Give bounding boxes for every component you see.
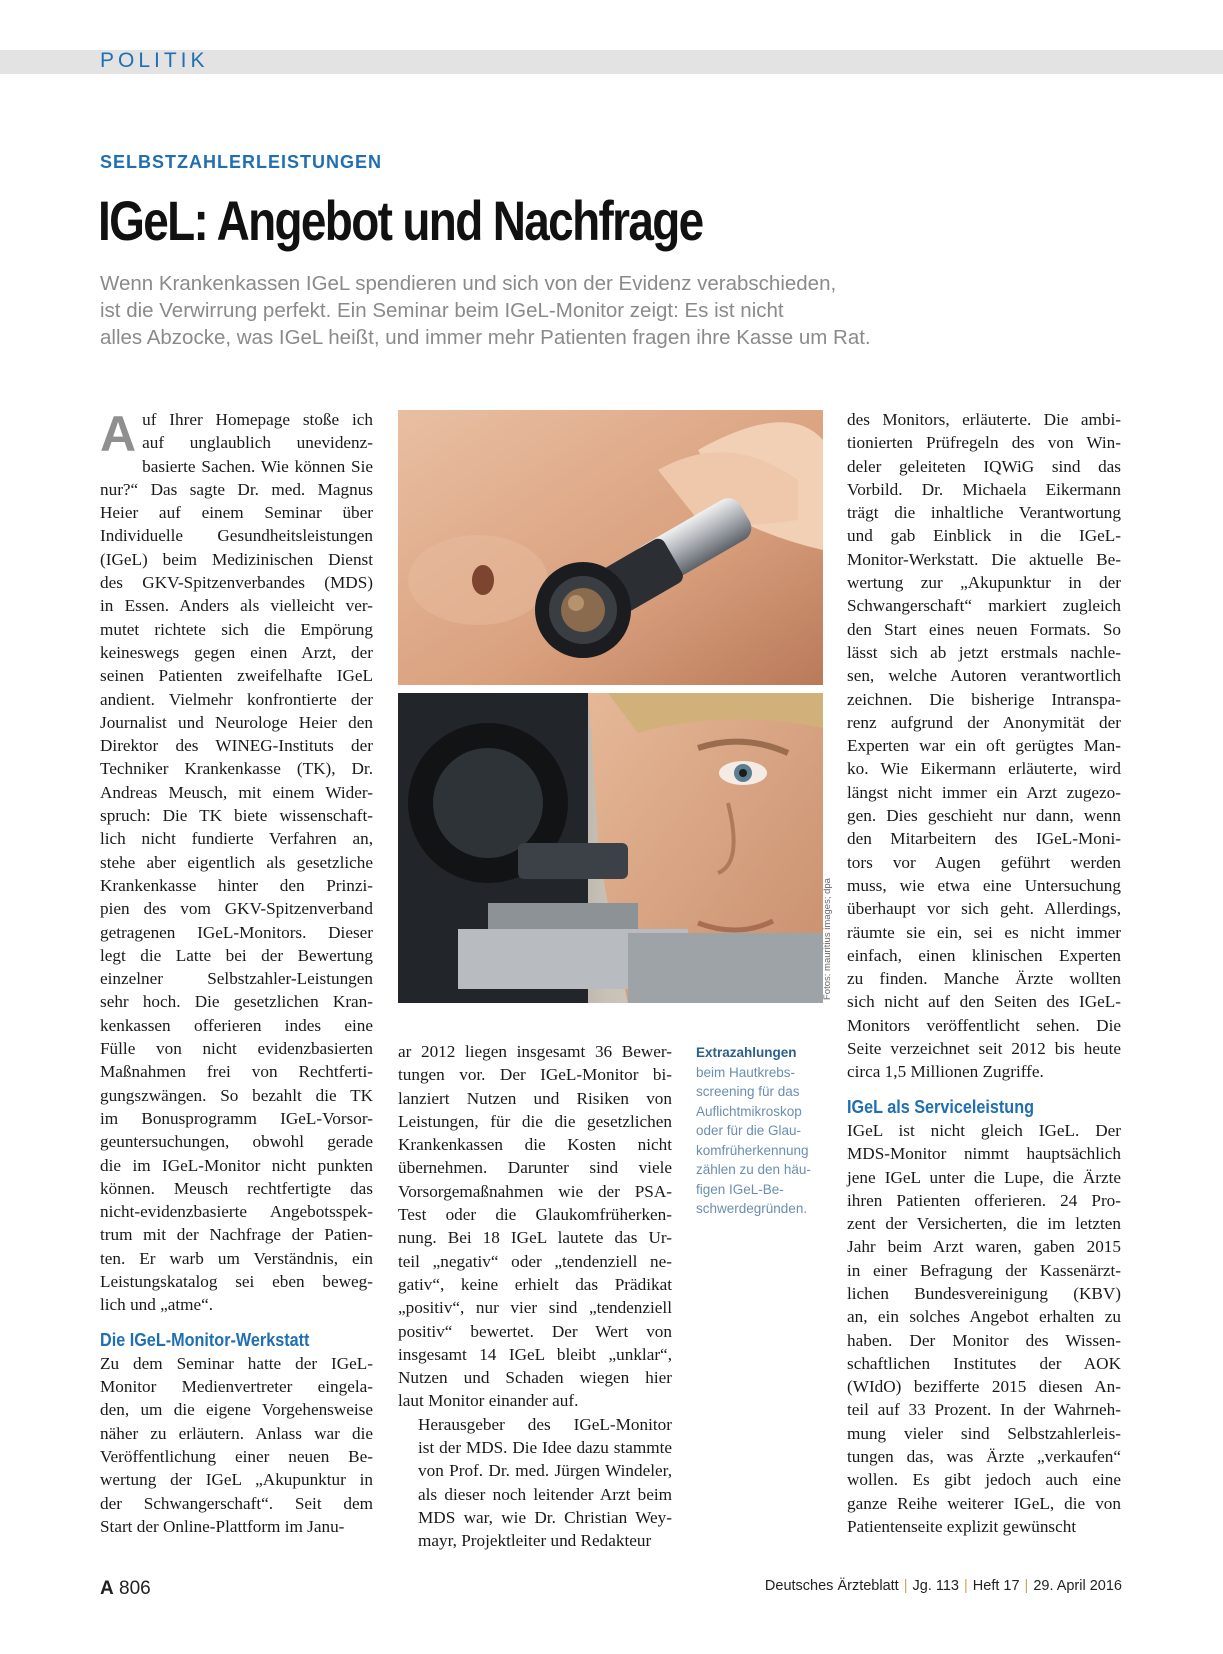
text-line: gativ“, keine erhielt das Prädikat: [398, 1274, 672, 1294]
column-3-body-2: [847, 1119, 1121, 1538]
text-line: muss, wie etwa eine Untersuchung: [847, 875, 1121, 895]
text-line: einzelner Selbstzahler-Leistungen: [100, 969, 373, 989]
text-line: ko. Wie Eikermann erläuterte, wird: [847, 759, 1121, 779]
text-line: MDS-Monitor nimmt hauptsächlich: [847, 1144, 1121, 1164]
caption-line: screening für das: [696, 1084, 800, 1099]
text-line: den Mitarbeitern des IGeL-Moni-: [847, 829, 1121, 849]
caption-line: figen IGeL-Be-: [696, 1181, 784, 1197]
photo-eye-examination: [398, 693, 823, 1003]
text-line: trägt die inhaltliche Verantwortung: [847, 503, 1121, 523]
text-line: Monitors veröffentlicht sehen. Die: [847, 1015, 1121, 1035]
text-line: (IGeL) beim Medizinischen Dienst: [100, 549, 373, 569]
text-line: deler geleiteten IQWiG sind das: [847, 456, 1121, 476]
photo-caption: [696, 1043, 826, 1219]
text-line: „positiv“, nur vier sind „tendenziell: [398, 1298, 672, 1318]
lead-paragraph: [100, 270, 980, 351]
lead-line: alles Abzocke, was IGeL heißt, und immer mehr Patienten fragen ihre Kasse um Rat.: [100, 326, 871, 349]
text-line: der Schwangerschaft“. Seit dem: [100, 1493, 373, 1513]
text-column-2: [398, 1040, 672, 1553]
text-line: ihren Patienten offerieren. 24 Pro-: [847, 1190, 1121, 1210]
text-line: in einer Befragung der Kassenärzt-: [847, 1260, 1121, 1280]
text-line: nung. Bei 18 IGeL lautete das Ur-: [398, 1228, 672, 1248]
text-line: basierte Sachen. Wie können Sie: [142, 456, 373, 476]
text-line: Maßnahmen frei von Rechtferti-: [100, 1062, 373, 1082]
text-line: nur?“ Das sagte Dr. med. Magnus: [100, 479, 373, 499]
text-line: Krankenkassen die Kosten nicht: [398, 1135, 672, 1155]
caption-line: schwerdegründen.: [696, 1201, 808, 1216]
page-number: [100, 1578, 151, 1600]
text-line: Krankenkasse hinter den Prinzi-: [100, 875, 373, 895]
text-line: Direktor des WINEG-Instituts der: [100, 736, 373, 756]
text-line: im Bonusprogramm IGeL-Vorsor-: [100, 1108, 373, 1128]
text-line: in Essen. Anders als vielleicht ver-: [100, 596, 373, 616]
text-line: ist der MDS. Die Idee dazu stammte: [418, 1438, 672, 1458]
text-line: lich nicht fundierte Verfahren an,: [100, 829, 373, 849]
text-line: näher zu erläutern. Anlass war die: [100, 1423, 373, 1443]
column-1-body-2: [100, 1352, 373, 1538]
text-line: wertung der IGeL „Akupunktur in: [100, 1470, 373, 1490]
text-line: gen. Dies geschieht nur dann, wenn: [847, 806, 1121, 826]
issue-date: 29. April 2016: [1033, 1578, 1122, 1594]
text-line: sich nicht auf den Seiten des IGeL-: [847, 992, 1121, 1012]
imprint: Deutsches Ärzteblatt | Jg. 113 | Heft 17 | 29. April 2016: [764, 1578, 1122, 1594]
section-rubric: POLITIK: [100, 49, 209, 72]
text-line: Zu dem Seminar hatte der IGeL-: [100, 1353, 373, 1373]
text-line: zu finden. Manche Ärzte wollten: [847, 969, 1121, 989]
text-line: haben. Der Monitor des Wissen-: [847, 1330, 1121, 1350]
text-line: trum mit der Nachfrage der Patien-: [100, 1225, 373, 1245]
text-column-1: [100, 408, 373, 1538]
text-line: räumte sie ein, sei es nicht immer: [847, 922, 1121, 942]
kicker: SELBSTZAHLERLEISTUNGEN: [100, 152, 383, 172]
text-line: teil auf 33 Prozent. In der Wahrneh-: [847, 1400, 1121, 1420]
lead-line: Wenn Krankenkassen IGeL spendieren und sich von der Evidenz verabschieden,: [100, 272, 837, 295]
text-line: Start der Online-Plattform im Janu-: [100, 1516, 345, 1536]
text-line: Andreas Meusch, mit einem Wider-: [100, 782, 373, 802]
text-line: Seite verzeichnet seit 2012 bis heute: [847, 1039, 1121, 1059]
text-line: Monitor-Werkstatt. Die aktuelle Be-: [847, 549, 1121, 569]
journal-name: Deutsches Ärzteblatt: [764, 1578, 899, 1594]
column-2-body: [398, 1040, 672, 1413]
text-line: Veröffentlichung einer neuen Be-: [100, 1447, 373, 1467]
text-line: lanziert Nutzen und Risiken von: [398, 1088, 672, 1108]
text-line: circa 1,5 Millionen Zugriffe.: [847, 1062, 1044, 1082]
text-line: und gab Einblick in die IGeL-: [847, 526, 1121, 546]
caption-line: oder für die Glau-: [696, 1123, 802, 1138]
text-line: können. Meusch rechtfertigte das: [100, 1178, 373, 1198]
text-line: kenkassen offerieren indes eine: [100, 1015, 373, 1035]
text-line: längst nicht immer ein Arzt zugezo-: [847, 782, 1121, 802]
text-line: mutet richtete sich die Empörung: [100, 619, 373, 639]
text-line: überhaupt vor sich geht. Allerdings,: [847, 899, 1121, 919]
text-line: Monitor Medienvertreter eingela-: [100, 1377, 373, 1397]
text-line: an, ein solches Angebot erhalten zu: [847, 1307, 1121, 1327]
text-line: (WIdO) bezifferte 2015 diesen An-: [847, 1377, 1121, 1397]
text-line: wollen. Es gibt jedoch auch eine: [847, 1470, 1121, 1490]
text-line: pien des vom GKV-Spitzenverband: [100, 899, 373, 919]
text-line: lässt sich ab jetzt erstmals nachle-: [847, 642, 1121, 662]
text-line: getragenen IGeL-Monitors. Dieser: [100, 922, 373, 942]
text-line: geuntersuchungen, obwohl gerade: [100, 1132, 373, 1152]
text-line: des GKV-Spitzenverbandes (MDS): [100, 573, 373, 593]
page-prefix: A: [100, 1578, 114, 1599]
text-line: jene IGeL unter die Lupe, die Ärzte: [847, 1167, 1121, 1187]
caption-line: komfrüherkennung: [696, 1142, 809, 1158]
text-line: sen, welche Autoren verantwortlich: [847, 666, 1121, 686]
text-line: seinen Patienten zweifelhafte IGeL: [100, 666, 373, 686]
caption-line: Auflichtmikroskop: [696, 1103, 802, 1119]
column-2-body-2: [398, 1413, 672, 1553]
text-line: Individuelle Gesundheitsleistungen: [100, 526, 373, 546]
text-line: Leistungskatalog sei eben beweg-: [100, 1271, 373, 1291]
text-line: Leistungen, für die die gesetzlichen: [398, 1111, 672, 1131]
volume: Jg. 113: [912, 1578, 959, 1594]
text-line: zeichnen. Die bisherige Intranspa-: [847, 689, 1121, 709]
text-line: den Start eines neuen Formats. So: [847, 619, 1121, 639]
headline: IGeL: Angebot und Nachfrage: [98, 189, 703, 252]
text-line: von Prof. Dr. med. Jürgen Windeler,: [418, 1461, 672, 1481]
photo-credit: Fotos: mauritius images; dpa: [822, 878, 833, 1000]
text-line: ar 2012 liegen insgesamt 36 Bewer-: [398, 1042, 672, 1061]
text-line: mung vieler sind Selbstzahlerleis-: [847, 1423, 1121, 1443]
text-line: MDS war, wie Dr. Christian Wey-: [418, 1507, 672, 1527]
text-line: teil „negativ“ oder „tendenziell ne-: [398, 1251, 672, 1271]
text-line: Journalist und Neurologe Heier den: [100, 712, 373, 732]
text-line: renz aufgrund der Anonymität der: [847, 712, 1121, 732]
text-line: uf Ihrer Homepage stoße ich: [142, 410, 373, 429]
text-line: Patientenseite explizit gewünscht: [847, 1516, 1077, 1536]
text-column-3: [847, 408, 1121, 1538]
text-line: Experten war ein oft gerügtes Man-: [847, 736, 1121, 756]
text-line: IGeL ist nicht gleich IGeL. Der: [847, 1120, 1121, 1140]
text-line: tungen vor. Der IGeL-Monitor bi-: [398, 1065, 672, 1085]
text-line: Techniker Krankenkasse (TK), Dr.: [100, 759, 373, 779]
issue: Heft 17: [972, 1578, 1020, 1594]
text-line: schaftlichen Institutes der AOK: [847, 1353, 1121, 1373]
text-line: übernehmen. Darunter sind viele: [398, 1158, 672, 1178]
column-3-body: [847, 408, 1121, 1084]
caption-line: zählen zu den häu-: [696, 1162, 811, 1177]
text-line: Fülle von nicht evidenzbasierten: [100, 1039, 373, 1059]
dropcap: A: [100, 406, 137, 462]
text-line: einfach, einen klinischen Experten: [847, 945, 1121, 965]
text-line: Schwangerschaft“ markiert zugleich: [847, 596, 1121, 616]
text-line: keineswegs gegen einen Arzt, der: [100, 642, 373, 662]
text-line: Jahr beim Arzt waren, gaben 2015: [847, 1237, 1121, 1257]
text-line: lich und „atme“.: [100, 1295, 214, 1315]
text-line: des Monitors, erläuterte. Die ambi-: [847, 410, 1121, 429]
text-line: den, um die eigene Vorgehensweise: [100, 1400, 373, 1420]
text-line: die im IGeL-Monitor nicht punkten: [100, 1155, 373, 1175]
text-line: als dieser noch leitender Arzt beim: [418, 1484, 672, 1504]
text-line: nicht-evidenzbasierte Angebotsspek-: [100, 1202, 373, 1222]
lead-line: ist die Verwirrung perfekt. Ein Seminar beim IGeL-Monitor zeigt: Es ist nicht: [100, 299, 784, 322]
caption-title: Extrazahlungen: [696, 1045, 797, 1060]
subhead-werkstatt: Die IGeL-Monitor-Werkstatt: [100, 1329, 310, 1350]
text-line: ganze Reihe weiterer IGeL, die von: [847, 1493, 1121, 1513]
text-line: sehr hoch. Die gesetzlichen Kran-: [100, 992, 373, 1012]
subhead-serviceleistung: IGeL als Serviceleistung: [847, 1096, 1034, 1117]
text-line: Vorbild. Dr. Michaela Eikermann: [847, 479, 1121, 499]
text-line: Vorsorgemaßnahmen wie der PSA-: [398, 1181, 672, 1201]
text-line: spruch: Die TK biete wissenschaft-: [100, 806, 373, 826]
page-number-value: 806: [119, 1578, 151, 1599]
text-line: Nutzen und Schaden wiegen hier: [398, 1368, 672, 1388]
caption-line: beim Hautkrebs-: [696, 1064, 796, 1080]
text-line: lichen Bundesvereinigung (KBV): [847, 1283, 1121, 1303]
text-line: tors vor Augen geführt werden: [847, 852, 1121, 872]
text-line: auf unglaublich unevidenz-: [142, 433, 373, 453]
text-line: tionierten Prüfregeln des von Win-: [847, 433, 1121, 453]
text-line: gungszwängen. So bezahlt die TK: [100, 1085, 373, 1105]
text-line: laut Monitor einander auf.: [398, 1391, 579, 1411]
text-line: insgesamt 14 IGeL bleibt „unklar“,: [398, 1344, 672, 1364]
text-line: Heier auf einem Seminar über: [100, 503, 373, 523]
column-1-body: [100, 455, 373, 1317]
photo-dermatoscope: [398, 410, 823, 685]
text-line: stehe aber eigentlich als gesetzliche: [100, 852, 373, 872]
text-line: wertung zur „Akupunktur in der: [847, 573, 1121, 593]
text-line: Herausgeber des IGeL-Monitor: [418, 1414, 672, 1434]
text-line: ten. Er warb um Verständnis, ein: [100, 1248, 373, 1268]
text-line: Test oder die Glaukomfrüherken-: [398, 1205, 672, 1225]
text-line: legt die Latte bei der Bewertung: [100, 945, 373, 965]
text-line: mayr, Projektleiter und Redakteur: [418, 1531, 652, 1551]
text-line: tungen das, was Ärzte „verkaufen“: [847, 1447, 1121, 1467]
text-line: zent der Versicherten, die im letzten: [847, 1214, 1121, 1234]
text-line: andient. Vielmehr konfrontierte der: [100, 689, 373, 709]
text-line: positiv“ bewertet. Der Wert von: [398, 1321, 672, 1341]
